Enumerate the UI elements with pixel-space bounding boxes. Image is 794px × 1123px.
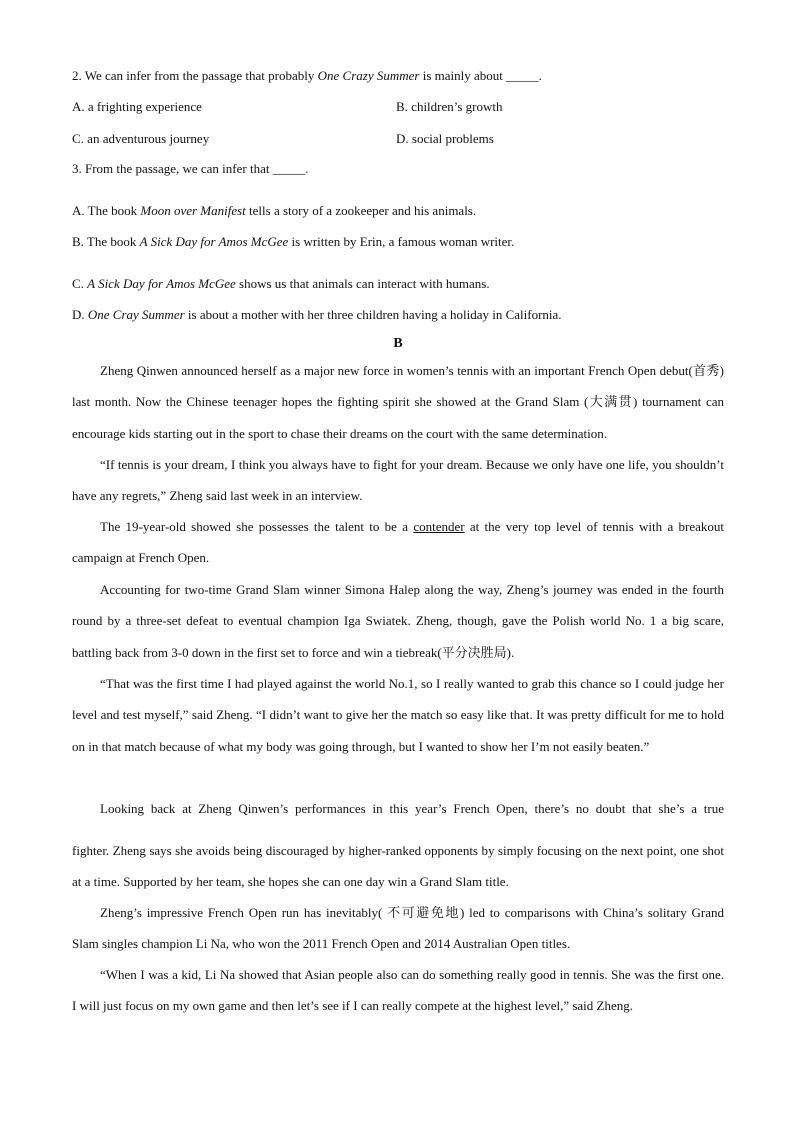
question-3-option-c [72, 276, 490, 292]
paragraph-1: Zheng Qinwen announced herself as a major new force in women’s tennis with an important French Open debut(首秀) last month. Now the Chinese teenager hopes the fighting spirit she showed at the Grand Slam (大满贯) tournament can encourage kids starting out in the sport to chase their dreams on the court with the same determination. [72, 363, 724, 441]
question-2-option-a: A. a frighting experience [72, 99, 202, 114]
paragraph-6-first-line: Looking back at Zheng Qinwen’s performances in this year’s French Open, there’s no doubt that she’s a true [100, 801, 724, 816]
question-3-option-d-prefix: D. [72, 307, 88, 322]
question-2-stem-prefix: 2. We can infer from the passage that probably [72, 68, 318, 83]
question-3-option-b-title: A Sick Day for Amos McGee [139, 234, 289, 249]
question-2-stem-suffix: is mainly about _____. [419, 68, 542, 83]
question-3-option-c-prefix: C. [72, 276, 88, 291]
question-3-option-d-suffix: is about a mother with her three children having a holiday in California. [184, 307, 562, 322]
paragraph-5: “That was the first time I had played against the world No.1, so I really wanted to grab this chance so I could judge her level and test myself,” said Zheng. “I didn’t want to give her the match so easy like that. It was pretty difficult for me to hold on in that match because of what my body was going through, but I wanted to show her I’m not easily beaten.” [72, 676, 724, 754]
paragraph-7: Zheng’s impressive French Open run has inevitably( 不可避免地) led to comparisons with China’s solitary Grand Slam singles champion Li Na, who won the 2011 French Open and 2014 Australian Open titles. [72, 905, 724, 952]
paragraph-3-suffix: at the very top level of tennis with a breakout campaign at French Open. [72, 519, 724, 566]
question-3-option-d [72, 307, 562, 323]
question-2-option-c: C. an adventurous journey [72, 131, 210, 146]
paragraph-6-continued: fighter. Zheng says she avoids being discouraged by higher-ranked opponents by simply focusing on the next point, one shot at a time. Supported by her team, she hopes she can one day win a Grand Slam title. [72, 843, 724, 890]
question-3-option-a-suffix: tells a story of a zookeeper and his animals. [245, 203, 477, 218]
question-3-option-c-title: A Sick Day for Amos McGee [87, 276, 236, 291]
paragraph-4: Accounting for two-time Grand Slam winner Simona Halep along the way, Zheng’s journey was ended in the fourth round by a three-set defeat to eventual champion Iga Swiatek. Zheng, though, gave the Polish world No. 1 a big scare, battling back from 3-0 down in the first set to force and win a tiebreak(平分决胜局). [72, 582, 724, 660]
question-2-option-d: D. social problems [396, 131, 494, 146]
question-3-stem: 3. From the passage, we can infer that _____. [72, 161, 309, 176]
question-3-option-a-prefix: A. The book [72, 203, 141, 218]
section-title: B [393, 336, 403, 351]
question-2-option-b: B. children’s growth [396, 99, 503, 114]
underlined-word-contender: contender [413, 519, 465, 534]
paragraph-3-prefix: The 19-year-old showed she possesses the talent to be a [100, 519, 414, 534]
question-3-option-c-suffix: shows us that animals can interact with humans. [235, 276, 490, 291]
question-3-option-a [72, 203, 476, 219]
paragraph-3 [72, 511, 724, 574]
question-2-stem [72, 68, 542, 84]
question-3-option-b-prefix: B. The book [72, 234, 140, 249]
question-3-option-b [72, 234, 514, 250]
paragraph-2: “If tennis is your dream, I think you always have to fight for your dream. Because we only have one life, you shouldn’t have any regrets,” Zheng said last week in an interview. [72, 457, 724, 504]
paragraph-8: “When I was a kid, Li Na showed that Asian people also can do something really good in tennis. She was the first one. I will just focus on my own game and then let’s see if I can really compete at the highest level,” said Zheng. [72, 967, 724, 1014]
question-3-option-b-suffix: is written by Erin, a famous woman writer. [288, 234, 515, 249]
question-3-option-a-title: Moon over Manifest [140, 203, 246, 218]
question-3-option-d-title: One Cray Summer [87, 307, 185, 322]
question-2-stem-title: One Crazy Summer [317, 68, 420, 83]
